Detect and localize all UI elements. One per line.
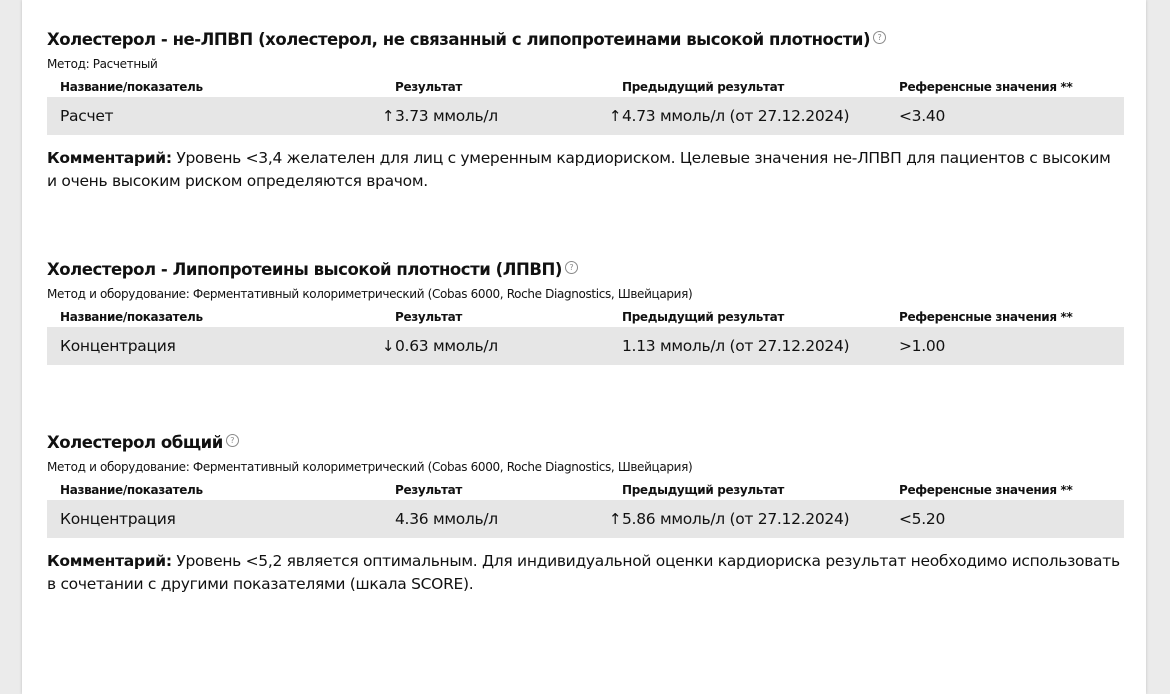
section-title bbox=[47, 258, 1124, 282]
header-result: Результат bbox=[395, 483, 462, 497]
row-previous bbox=[608, 510, 899, 528]
section-title bbox=[47, 28, 1124, 52]
header-result: Результат bbox=[395, 310, 462, 324]
method-text: Метод и оборудование: Ферментативный колориметрический (Cobas 6000, Roche Diagnostics, Швейцария) bbox=[47, 460, 693, 474]
method-text: Метод и оборудование: Ферментативный колориметрический (Cobas 6000, Roche Diagnostics, Швейцария) bbox=[47, 287, 693, 301]
header-result: Результат bbox=[395, 80, 462, 94]
result-value: 3.73 ммоль/л bbox=[395, 107, 498, 125]
row-reference: >1.00 bbox=[899, 337, 945, 355]
comment bbox=[47, 550, 1124, 596]
header-name: Название/показатель bbox=[60, 483, 203, 497]
header-reference: Референсные значения ** bbox=[899, 80, 1073, 94]
header-reference: Референсные значения ** bbox=[899, 483, 1073, 497]
result-value: 4.36 ммоль/л bbox=[395, 510, 498, 528]
table-row bbox=[47, 500, 1124, 538]
section-title-text: Холестерол - Липопротеины высокой плотности (ЛПВП) bbox=[47, 260, 562, 279]
arrow-down-icon: ↓ bbox=[381, 337, 395, 355]
previous-value: 1.13 ммоль/л (от 27.12.2024) bbox=[622, 337, 850, 355]
table-row bbox=[47, 327, 1124, 365]
row-result bbox=[381, 107, 622, 125]
header-name: Название/показатель bbox=[60, 310, 203, 324]
info-icon[interactable]: ? bbox=[565, 261, 578, 274]
results-table bbox=[47, 480, 1124, 538]
section-non-hdl-cholesterol bbox=[47, 28, 1124, 193]
row-result bbox=[381, 337, 622, 355]
row-result bbox=[395, 510, 622, 528]
table-header-row bbox=[47, 307, 1124, 327]
comment-text: Уровень <3,4 желателен для лиц с умеренным кардиориском. Целевые значения не-ЛПВП для пациентов с высоким и очень высоким риском определяются врачом. bbox=[47, 149, 1111, 190]
row-previous bbox=[622, 337, 899, 355]
table-header-row bbox=[47, 77, 1124, 97]
results-table bbox=[47, 77, 1124, 135]
previous-value: 5.86 ммоль/л (от 27.12.2024) bbox=[622, 510, 850, 528]
row-name: Концентрация bbox=[60, 337, 176, 355]
row-reference: <5.20 bbox=[899, 510, 945, 528]
table-row bbox=[47, 97, 1124, 135]
header-previous: Предыдущий результат bbox=[622, 483, 784, 497]
header-name: Название/показатель bbox=[60, 80, 203, 94]
report-page bbox=[22, 0, 1146, 694]
arrow-up-icon: ↑ bbox=[608, 107, 622, 125]
header-previous: Предыдущий результат bbox=[622, 310, 784, 324]
table-header-row bbox=[47, 480, 1124, 500]
method-text: Метод: Расчетный bbox=[47, 57, 158, 71]
previous-value: 4.73 ммоль/л (от 27.12.2024) bbox=[622, 107, 850, 125]
header-reference: Референсные значения ** bbox=[899, 310, 1073, 324]
section-total-cholesterol bbox=[47, 431, 1124, 596]
info-icon[interactable]: ? bbox=[873, 31, 886, 44]
row-reference: <3.40 bbox=[899, 107, 945, 125]
results-table bbox=[47, 307, 1124, 365]
row-name: Концентрация bbox=[60, 510, 176, 528]
comment-text: Уровень <5,2 является оптимальным. Для индивидуальной оценки кардиориска результат необходимо использовать в сочетании с другими показателями (шкала SCORE). bbox=[47, 552, 1120, 593]
info-icon[interactable]: ? bbox=[226, 434, 239, 447]
row-name: Расчет bbox=[60, 107, 114, 125]
section-hdl-cholesterol bbox=[47, 258, 1124, 365]
comment-label: Комментарий: bbox=[47, 552, 172, 570]
section-title bbox=[47, 431, 1124, 455]
row-previous bbox=[608, 107, 899, 125]
header-previous: Предыдущий результат bbox=[622, 80, 784, 94]
section-title-text: Холестерол - не-ЛПВП (холестерол, не связанный с липопротеинами высокой плотности) bbox=[47, 30, 871, 49]
comment-label: Комментарий: bbox=[47, 149, 172, 167]
result-value: 0.63 ммоль/л bbox=[395, 337, 498, 355]
section-title-text: Холестерол общий bbox=[47, 433, 223, 452]
arrow-up-icon: ↑ bbox=[608, 510, 622, 528]
comment bbox=[47, 147, 1124, 193]
arrow-up-icon: ↑ bbox=[381, 107, 395, 125]
